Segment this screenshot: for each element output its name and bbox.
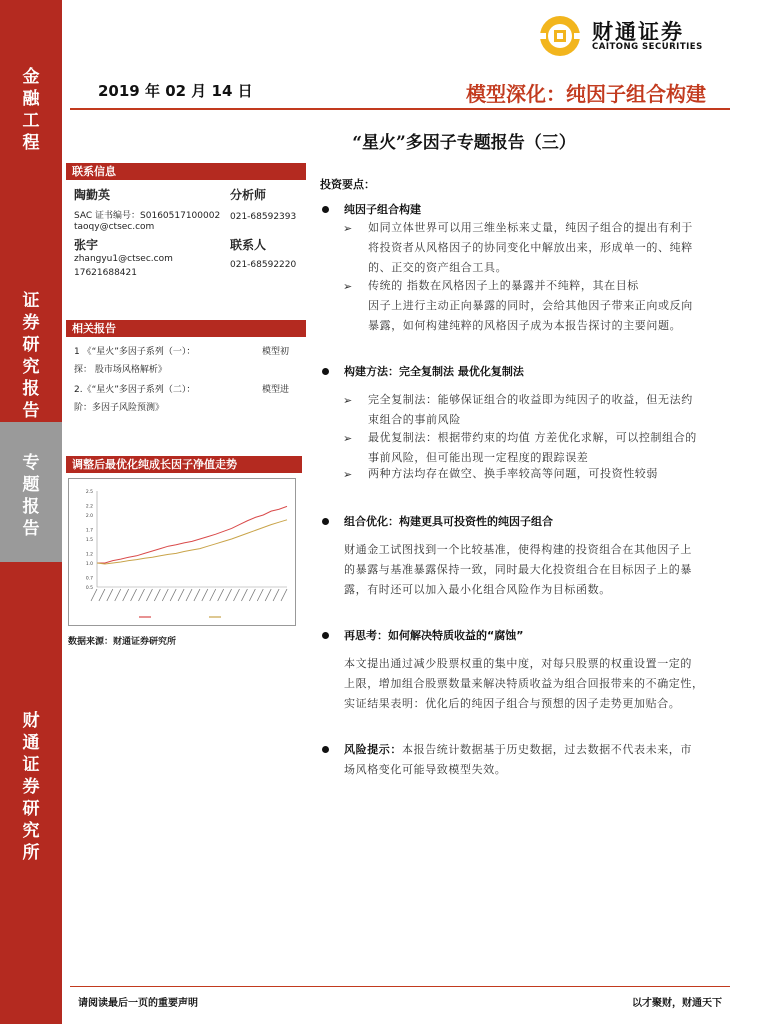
nav-chart <box>68 478 296 626</box>
x-tick-mark <box>170 589 176 601</box>
x-tick-mark <box>265 589 271 601</box>
contact-name: 张宇 <box>74 238 99 252</box>
analyst-name: 陶勤英 <box>74 188 111 202</box>
sidebar-label-institute <box>0 710 62 864</box>
sidebar-char: 融 <box>22 89 40 109</box>
sidebar-char: 专 <box>22 453 40 473</box>
contact-phone: 021-68592220 <box>230 260 297 270</box>
y-tick-label: 1.0 <box>85 562 93 567</box>
sidebar-label-type <box>0 290 62 422</box>
analyst-cert: SAC 证书编号：S0160517100002 <box>74 211 221 221</box>
sidebar-char: 券 <box>22 777 40 797</box>
series-line-1 <box>97 506 287 563</box>
caitong-logo <box>536 14 736 58</box>
sidebar-char: 研 <box>22 799 40 819</box>
x-tick-mark <box>186 589 192 601</box>
x-tick-mark <box>281 589 287 601</box>
sidebar-char: 所 <box>22 843 40 863</box>
sidebar-char: 告 <box>22 519 40 539</box>
related-item-1-line2[interactable]: 探： 股市场风格解析》 <box>74 365 167 375</box>
related-item-1-line1b[interactable]: 模型初 <box>262 347 290 357</box>
chart-heading: 调整后最优化纯成长因子净值走势 <box>66 456 302 473</box>
sec1-item-2 <box>368 276 736 336</box>
caitong-logo-icon <box>536 14 584 58</box>
analyst-role: 分析师 <box>230 188 267 202</box>
x-tick-mark <box>257 589 263 601</box>
x-tick-mark <box>146 589 152 601</box>
points-heading: 投资要点： <box>320 178 375 191</box>
sidebar-char: 金 <box>22 67 40 87</box>
arrow-icon: ➢ <box>343 280 353 293</box>
sidebar-char: 告 <box>22 401 40 421</box>
title-divider <box>70 108 730 110</box>
sec1-item-2-l2: 因子上进行主动正向暴露的同时，会给其他因子带来正向或反向 <box>368 299 693 312</box>
related-item-2-line2[interactable]: 阶：多因子风险预测》 <box>74 403 165 413</box>
sec1-item-2-l3: 暴露，如何构建纯粹的风格因子成为本报告探讨的主要问题。 <box>368 319 682 332</box>
nav-chart-svg <box>69 479 295 625</box>
sidebar-char: 题 <box>22 475 40 495</box>
sec4-l3: 实证结果表明：优化后的纯因子组合与预想的因子走势更加贴合。 <box>344 697 681 710</box>
sidebar-char: 证 <box>22 755 40 775</box>
y-tick-label: 2.5 <box>85 490 93 495</box>
bullet-icon <box>322 518 329 525</box>
sec3-paragraph <box>344 540 736 600</box>
risk-l1: 本报告统计数据基于历史数据，过去数据不代表未来，市 <box>402 743 692 756</box>
related-item-1-line1[interactable]: 1 《“星火”多因子系列（一）： <box>74 347 196 357</box>
analyst-phone: 021-68592393 <box>230 212 297 222</box>
sec3-l3: 露，有时还可以加入最小化组合风险作为目标函数。 <box>344 583 611 596</box>
x-tick-mark <box>115 589 121 601</box>
risk-l2: 场风格变化可能导致模型失效。 <box>344 763 507 776</box>
x-tick-mark <box>273 589 279 601</box>
sec1-item-1 <box>368 218 736 278</box>
arrow-icon: ➢ <box>343 468 353 481</box>
sidebar-char: 报 <box>22 497 40 517</box>
sidebar-char: 财 <box>22 711 40 731</box>
sec2-item-2-l2: 事前风险，但可能出现一定程度的跟踪误差 <box>368 451 589 464</box>
x-tick-mark <box>139 589 145 601</box>
sec4-l2: 上限，增加组合股票数量来解决特质收益为组合回报带来的不确定性， <box>344 677 704 690</box>
bullet-icon <box>322 632 329 639</box>
risk-label: 风险提示： <box>344 743 402 756</box>
x-tick-mark <box>226 589 232 601</box>
sec2-item-3: 两种方法均存在做空、换手率较高等问题，可投资性较弱 <box>368 467 658 480</box>
x-tick-mark <box>210 589 216 601</box>
footer-disclaimer[interactable]: 请阅读最后一页的重要声明 <box>78 998 198 1009</box>
contact-email[interactable]: zhangyu1@ctsec.com <box>74 254 173 264</box>
sec2-item-2-l1: 最优复制法：根据带约束的均值 方差优化求解，可以控制组合的 <box>368 431 697 444</box>
x-tick-mark <box>123 589 129 601</box>
sec3-l2: 的暴露与基准暴露保持一致，同时最大化投资组合在目标因子上的暴 <box>344 563 692 576</box>
x-tick-mark <box>154 589 160 601</box>
bullet-icon <box>322 746 329 753</box>
related-item-2-line1[interactable]: 2.《“星火”多因子系列（二）： <box>74 385 196 395</box>
x-tick-mark <box>107 589 113 601</box>
footer-divider <box>70 986 730 987</box>
report-title: 模型深化：纯因子组合构建 <box>466 82 706 106</box>
y-tick-label: 2.2 <box>85 504 93 510</box>
y-tick-label: 0.7 <box>85 576 93 582</box>
sidebar-char: 证 <box>22 291 40 311</box>
sec1-item-2-l1: 传统的 指数在风格因子上的暴露并不纯粹，其在目标 <box>368 279 639 292</box>
sidebar-char: 报 <box>22 379 40 399</box>
contact-role: 联系人 <box>230 238 267 252</box>
sidebar-label-report <box>0 452 62 540</box>
arrow-icon: ➢ <box>343 222 353 235</box>
contacts-heading: 联系信息 <box>66 163 306 180</box>
related-heading: 相关报告 <box>66 320 306 337</box>
analyst-email[interactable]: taoqy@ctsec.com <box>74 222 155 232</box>
sec2-item-1-l1: 完全复制法：能够保证组合的收益即为纯因子的收益，但无法约 <box>368 393 693 406</box>
sidebar-char: 究 <box>22 357 40 377</box>
x-tick-mark <box>249 589 255 601</box>
arrow-icon: ➢ <box>343 394 353 407</box>
logo-english-name: CAITONG SECURITIES <box>592 42 703 52</box>
chart-source: 数据来源：财通证券研究所 <box>68 637 177 647</box>
x-tick-mark <box>162 589 168 601</box>
y-tick-label: 1.2 <box>85 552 93 558</box>
x-tick-mark <box>241 589 247 601</box>
x-tick-mark <box>99 589 105 601</box>
sec1-item-1-l3: 的、正交的资产组合工具。 <box>368 261 508 274</box>
x-tick-mark <box>202 589 208 601</box>
sidebar-char: 研 <box>22 335 40 355</box>
contact-mobile: 17621688421 <box>74 268 137 278</box>
sidebar-char: 究 <box>22 821 40 841</box>
report-subtitle: “星火”多因子专题报告（三） <box>352 133 576 153</box>
x-tick-mark <box>194 589 200 601</box>
sec2-item-2 <box>368 428 736 468</box>
sec1-heading: 纯因子组合构建 <box>344 203 421 216</box>
x-tick-mark <box>218 589 224 601</box>
arrow-icon: ➢ <box>343 432 353 445</box>
x-tick-mark <box>131 589 137 601</box>
risk-paragraph <box>344 740 736 780</box>
bullet-icon <box>322 206 329 213</box>
sec2-heading: 构建方法：完全复制法 最优化复制法 <box>344 365 524 378</box>
chart-axes <box>97 491 287 587</box>
y-tick-label: 1.5 <box>85 538 93 543</box>
y-tick-label: 2.0 <box>85 514 93 519</box>
sidebar-char: 程 <box>22 133 40 153</box>
sec4-paragraph <box>344 654 736 714</box>
sec4-l1: 本文提出通过减少股票权重的集中度，对每只股票的权重设置一定的 <box>344 657 692 670</box>
footer-slogan: 以才聚财，财通天下 <box>632 998 722 1009</box>
sec1-item-1-l2: 将投资者从风格因子的协同变化中解放出来，形成单一的、纯粹 <box>368 241 693 254</box>
sidebar-char: 工 <box>22 111 40 131</box>
y-tick-label: 0.5 <box>85 586 93 591</box>
related-item-2-line1b[interactable]: 模型进 <box>262 385 290 395</box>
x-tick-mark <box>234 589 240 601</box>
sec4-heading: 再思考：如何解决特质收益的“腐蚀” <box>344 629 524 642</box>
sidebar-char: 券 <box>22 313 40 333</box>
bullet-icon <box>322 368 329 375</box>
x-tick-mark <box>178 589 184 601</box>
logo-chinese-name: 财通证券 <box>592 19 684 44</box>
sec3-heading: 组合优化：构建更具可投资性的纯因子组合 <box>344 515 553 528</box>
sec2-item-1 <box>368 390 736 430</box>
sidebar-char: 通 <box>22 733 40 753</box>
sec3-l1: 财通金工试图找到一个比较基准，使得构建的投资组合在其他因子上 <box>344 543 692 556</box>
report-date: 2019 年 02 月 14 日 <box>98 82 253 100</box>
sec2-item-1-l2: 束组合的事前风险 <box>368 413 461 426</box>
y-tick-label: 1.7 <box>85 528 93 534</box>
sec1-item-1-l1: 如同立体世界可以用三维坐标来丈量，纯因子组合的提出有利于 <box>368 221 693 234</box>
